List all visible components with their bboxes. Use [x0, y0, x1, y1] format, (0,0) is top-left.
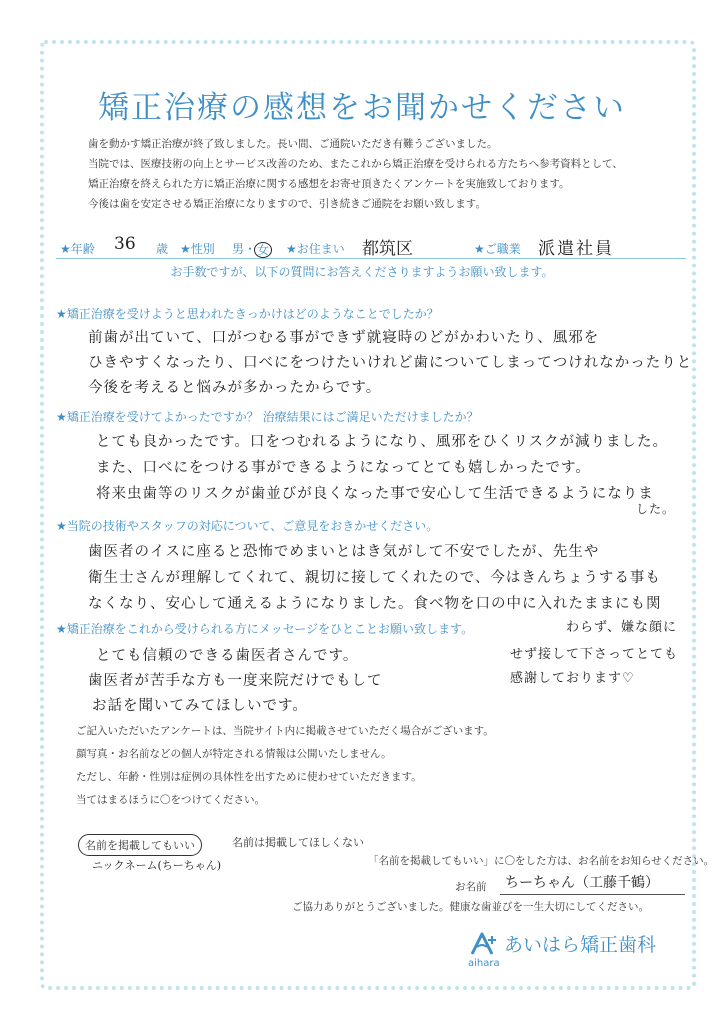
- answer-4-line: 歯医者が苦手な方も一度来院だけでもして: [88, 673, 383, 689]
- address-label: ★お住まい: [286, 242, 345, 256]
- question-2: ★矯正治療を受けてよかったですか？ 治療結果にはご満足いただけましたか？: [56, 410, 479, 424]
- note-line: 当てはまるほうに〇をつけてください。: [76, 794, 265, 806]
- age-label: ★年齢: [60, 242, 95, 256]
- answer-3-line: わらず、嫌な顔に: [566, 620, 677, 635]
- intro-text: [88, 134, 688, 214]
- answer-2-line: とても良かったです。口をつむれるようになり、風邪をひくリスクが減りました。: [96, 434, 669, 450]
- job-value: 派遣社員: [538, 239, 614, 259]
- question-3: ★当院の技術やスタッフの対応について、ご意見をおきかせください。: [56, 519, 439, 533]
- answer-1-line: ひきやすくなったり、口べにをつけたいけれど歯についてしまってつけれなかったりと: [88, 355, 693, 371]
- notes-text: [76, 720, 494, 812]
- page-title: 矯正治療の感想をお聞かせください: [98, 90, 626, 126]
- nickname-value: ニックネーム(ちーちゃん): [92, 859, 222, 872]
- name-label: お名前: [455, 881, 487, 893]
- publish-name-option-circled[interactable]: 名前を掲載してもいい: [78, 834, 202, 856]
- answer-2-line: した。: [636, 502, 676, 516]
- note-line: ただし、年齢・性別は症例の具体性を出すために使わせていただきます。: [76, 771, 422, 783]
- clinic-name: あいはら矯正歯科: [504, 934, 657, 956]
- address-value: 都筑区: [362, 239, 413, 259]
- thanks-text: ご協力ありがとうございました。健康な歯並びを一生大切にしてください。: [292, 901, 649, 913]
- answer-3-line: せず接して下さってとても: [510, 647, 679, 662]
- gender-male: 男・: [232, 242, 257, 256]
- clinic-logo-icon: [468, 930, 498, 956]
- name-underline: [500, 894, 685, 895]
- age-unit: 歳: [156, 242, 169, 256]
- answer-3-line: なくなり、安心して通えるようになりました。食べ物を口の中に入れたままにも関: [88, 596, 662, 612]
- intro-line: 今後は歯を安定させる矯正治療になりますので、引き続きご通院をお願い致します。: [88, 198, 486, 210]
- respondent-info-row: [56, 236, 686, 259]
- answer-1-line: 前歯が出ていて、口がつむる事ができず就寝時のどがかわいたり、風邪を: [88, 330, 600, 346]
- no-publish-name-option[interactable]: 名前は掲載してほしくない: [232, 836, 364, 849]
- note-line: ご記入いただいたアンケートは、当院サイト内に掲載させていただく場合がございます。: [76, 725, 494, 737]
- question-1: ★矯正治療を受けようと思われたきっかけはどのようなことでしたか？: [56, 307, 439, 321]
- clinic-logo-sub: aihara: [468, 958, 500, 969]
- answer-4-line: とても信頼のできる歯医者さんです。: [96, 648, 359, 664]
- answer-2-line: 将来虫歯等のリスクが歯並びが良くなった事で安心して生活できるようになりま: [96, 486, 654, 502]
- intro-line: 歯を動かす矯正治療が終了致しました。長い間、ご通院いただき有難うございました。: [88, 138, 498, 150]
- intro-line: 矯正治療を終えられた方に矯正治療に関する感想をお寄せ頂きたくアンケートを実施致しております。: [88, 178, 570, 190]
- answer-4-line: お話を聞いてみてほしいです。: [92, 698, 308, 714]
- age-value: 36: [114, 234, 136, 254]
- name-value: ちーちゃん（工藤千鶴）: [505, 875, 659, 891]
- job-label: ★ご職業: [474, 242, 521, 256]
- gender-label: ★性別: [180, 242, 215, 256]
- question-4: ★矯正治療をこれから受けられる方にメッセージをひとことお願い致します。: [56, 622, 474, 636]
- answer-1-line: 今後を考えると悩みが多かったからです。: [88, 380, 382, 396]
- intro-line: 当院では、医療技術の向上とサービス改善のため、またこれから矯正治療を受けられる方たちへ参考資料として、: [88, 158, 623, 170]
- name-instruction: 「名前を掲載してもいい」に〇をした方は、お名前をお知らせください。: [368, 855, 715, 867]
- note-line: 顔写真・お名前などの個人が特定される情報は公開いたしません。: [76, 748, 392, 760]
- answer-3-line: 感謝しております♡: [510, 671, 635, 686]
- request-text: お手数ですが、以下の質問にお答えくださりますようお願い致します。: [170, 265, 554, 279]
- answer-3-line: 衛生士さんが理解してくれて、親切に接してくれたので、今はきんちょうする事も: [88, 570, 661, 586]
- answer-2-line: また、口べにをつける事ができるようになってとても嬉しかったです。: [96, 460, 591, 476]
- answer-3-line: 歯医者のイスに座ると恐怖でめまいとはき気がして不安でしたが、先生や: [88, 544, 600, 560]
- gender-female: 女: [254, 242, 272, 258]
